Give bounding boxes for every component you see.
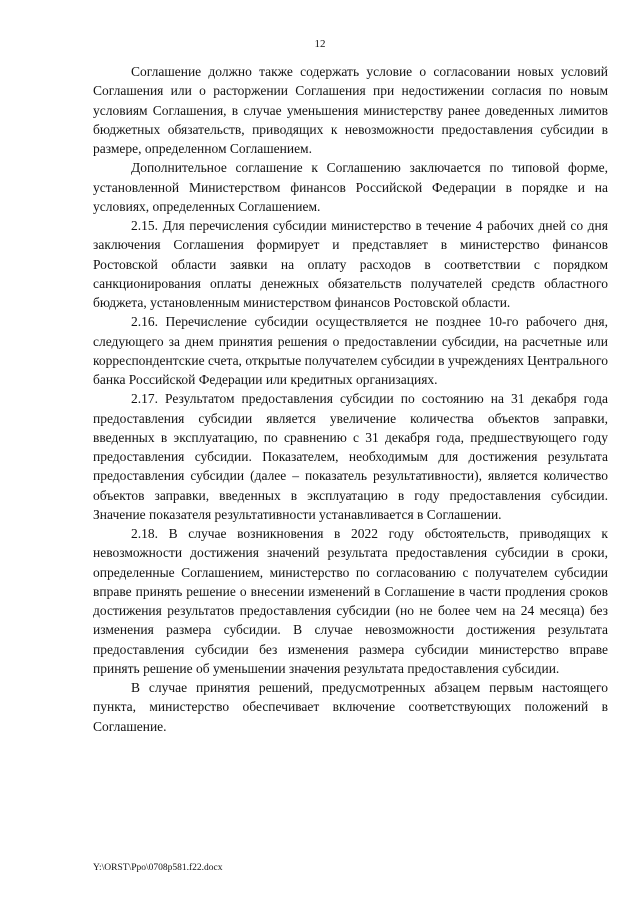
paragraph-2-18: 2.18. В случае возникновения в 2022 году обстоятельств, приводящих к невозможности достижения значений результата предоставления субсидии в сроки, определенные Соглашением, министерство по согласованию с получателем субсидии вправе принять решение о внесении изменений в Соглашение в части продления сроков достижения результатов предоставления субсидии (но не более чем на 24 месяца) без изменения размера субсидии. В случае невозможности достижения результата предоставления субсидии без изменения размера субсидии министерство вправе принять решение об уменьшении значения результата предоставления субсидии. [93,526,608,676]
paragraph-2-16: 2.16. Перечисление субсидии осуществляется не позднее 10-го рабочего дня, следующего за днем принятия решения о предоставлении субсидии, на расчетные или корреспондентские счета, открытые получателем субсидии в учреждениях Центрального банка Российской Федерации или кредитных организациях. [93,314,608,387]
paragraph-supplementary-agreement: Дополнительное соглашение к Соглашению заключается по типовой форме, установленной Министерством финансов Российской Федерации в порядке и на условиях, определенных Соглашением. [93,160,608,214]
paragraph-2-15: 2.15. Для перечисления субсидии министерство в течение 4 рабочих дней со дня заключения Соглашения формирует и представляет в министерство финансов Ростовской области заявки на оплату расходов в соответствии с порядком санкционирования оплаты денежных обязательств получателей средств областного бюджета, установленным министерством финансов Ростовской области. [93,218,608,310]
page-number: 12 [314,38,326,50]
paragraph-agreement-conditions: Соглашение должно также содержать условие о согласовании новых условий Соглашения или о расторжении Соглашения при недостижении согласия по новым условиям Соглашения, в случае уменьшения министерству ранее доведенных лимитов бюджетных обязательств, приводящих к невозможности предоставления субсидии в размере, определенном Соглашением. [93,64,608,156]
paragraph-2-18-continuation: В случае принятия решений, предусмотренных абзацем первым настоящего пункта, министерство обеспечивает включение соответствующих положений в Соглашение. [93,680,608,734]
document-body [93,62,608,736]
paragraph-2-17: 2.17. Результатом предоставления субсидии по состоянию на 31 декабря года предоставления субсидии является увеличение количества объектов заправки, введенных в эксплуатацию, по сравнению с 31 декабря года, предшествующего году предоставления субсидии. Показателем, необходимым для достижения результата предоставления субсидии (далее – показатель результативности), является количество объектов заправки, введенных в эксплуатацию в году предоставления субсидии. Значение показателя результативности устанавливается в Соглашении. [93,391,608,522]
footer-file-path: Y:\ORST\Ppo\0708p581.f22.docx [93,863,223,873]
